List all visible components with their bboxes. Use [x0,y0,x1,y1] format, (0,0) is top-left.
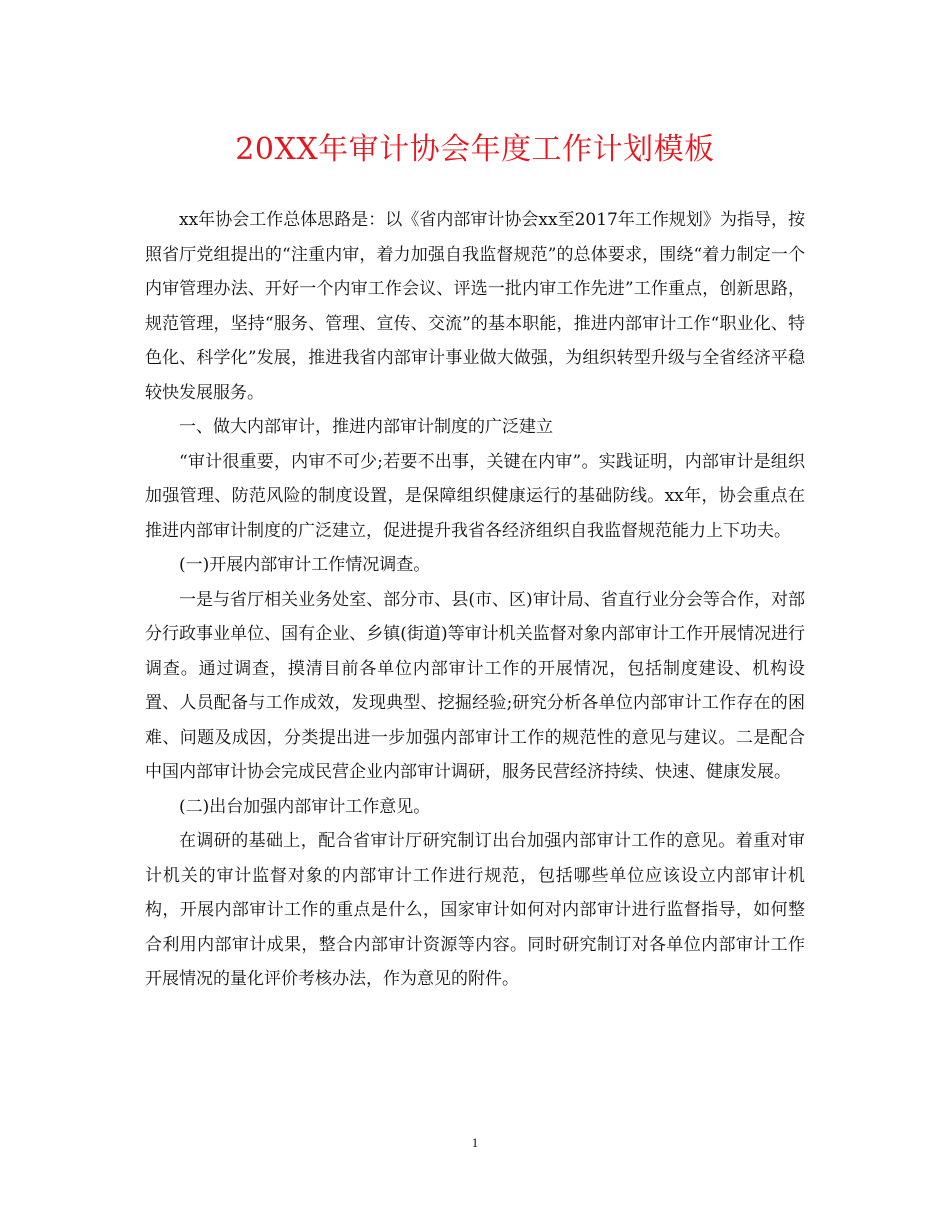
subsection-heading-1: (一)开展内部审计工作情况调查。 [179,555,431,575]
document-title: 20XX年审计协会年度工作计划模板 [235,132,715,167]
paragraph-section-1: “审计很重要，内审不可少;若要不出事，关键在内审”。实践证明，内部审计是组织加强管理、防范风险的制度设置，是保障组织健康运行的基础防线。xx年，协会重点在推进内部审计制度的广泛建立，促进提升我省各经济组织自我监督规范能力上下功夫。 [145,451,805,541]
paragraph-overview: xx年协会工作总体思路是：以《省内部审计协会xx至2017年工作规划》为指导，按照省厅党组提出的“注重内审，着力加强自我监督规范”的总体要求，围绕“着力制定一个内审管理办法、开好一个内审工作会议、评选一批内审工作先进”工作重点，创新思路，规范管理，坚持“服务、管理、宣传、交流”的基本职能，推进内部审计工作“职业化、特色化、科学化”发展，推进我省内部审计事业做大做强，为组织转型升级与全省经济平稳较快发展服务。 [145,210,805,403]
subsection-heading-2: (二)出台加强内部审计工作意见。 [179,796,431,817]
paragraph-subsection-1: 一是与省厅相关业务处室、部分市、县(市、区)审计局、省直行业分会等合作，对部分行政事业单位、国有企业、乡镇(街道)等审计机关监督对象内部审计工作开展情况进行调查。通过调查，摸清目前各单位内部审计工作的开展情况，包括制度建设、机构设置、人员配备与工作成效，发现典型、挖掘经验;研究分析各单位内部审计工作存在的困难、问题及成因，分类提出进一步加强内部审计工作的规范性的意见与建议。二是配合中国内部审计协会完成民营企业内部审计调研，服务民营经济持续、快速、健康发展。 [145,589,805,782]
page-number: 1 [471,1135,479,1150]
paragraph-subsection-2: 在调研的基础上，配合省审计厅研究制订出台加强内部审计工作的意见。着重对审计机关的审计监督对象的内部审计工作进行规范，包括哪些单位应该设立内部审计机构，开展内部审计工作的重点是什么，国家审计如何对内部审计进行监督指导，如何整合利用内部审计成果，整合内部审计资源等内容。同时研究制订对各单位内部审计工作开展情况的量化评价考核办法，作为意见的附件。 [145,831,805,989]
section-heading-1: 一、做大内部审计，推进内部审计制度的广泛建立 [179,417,553,437]
document-body [145,203,805,997]
